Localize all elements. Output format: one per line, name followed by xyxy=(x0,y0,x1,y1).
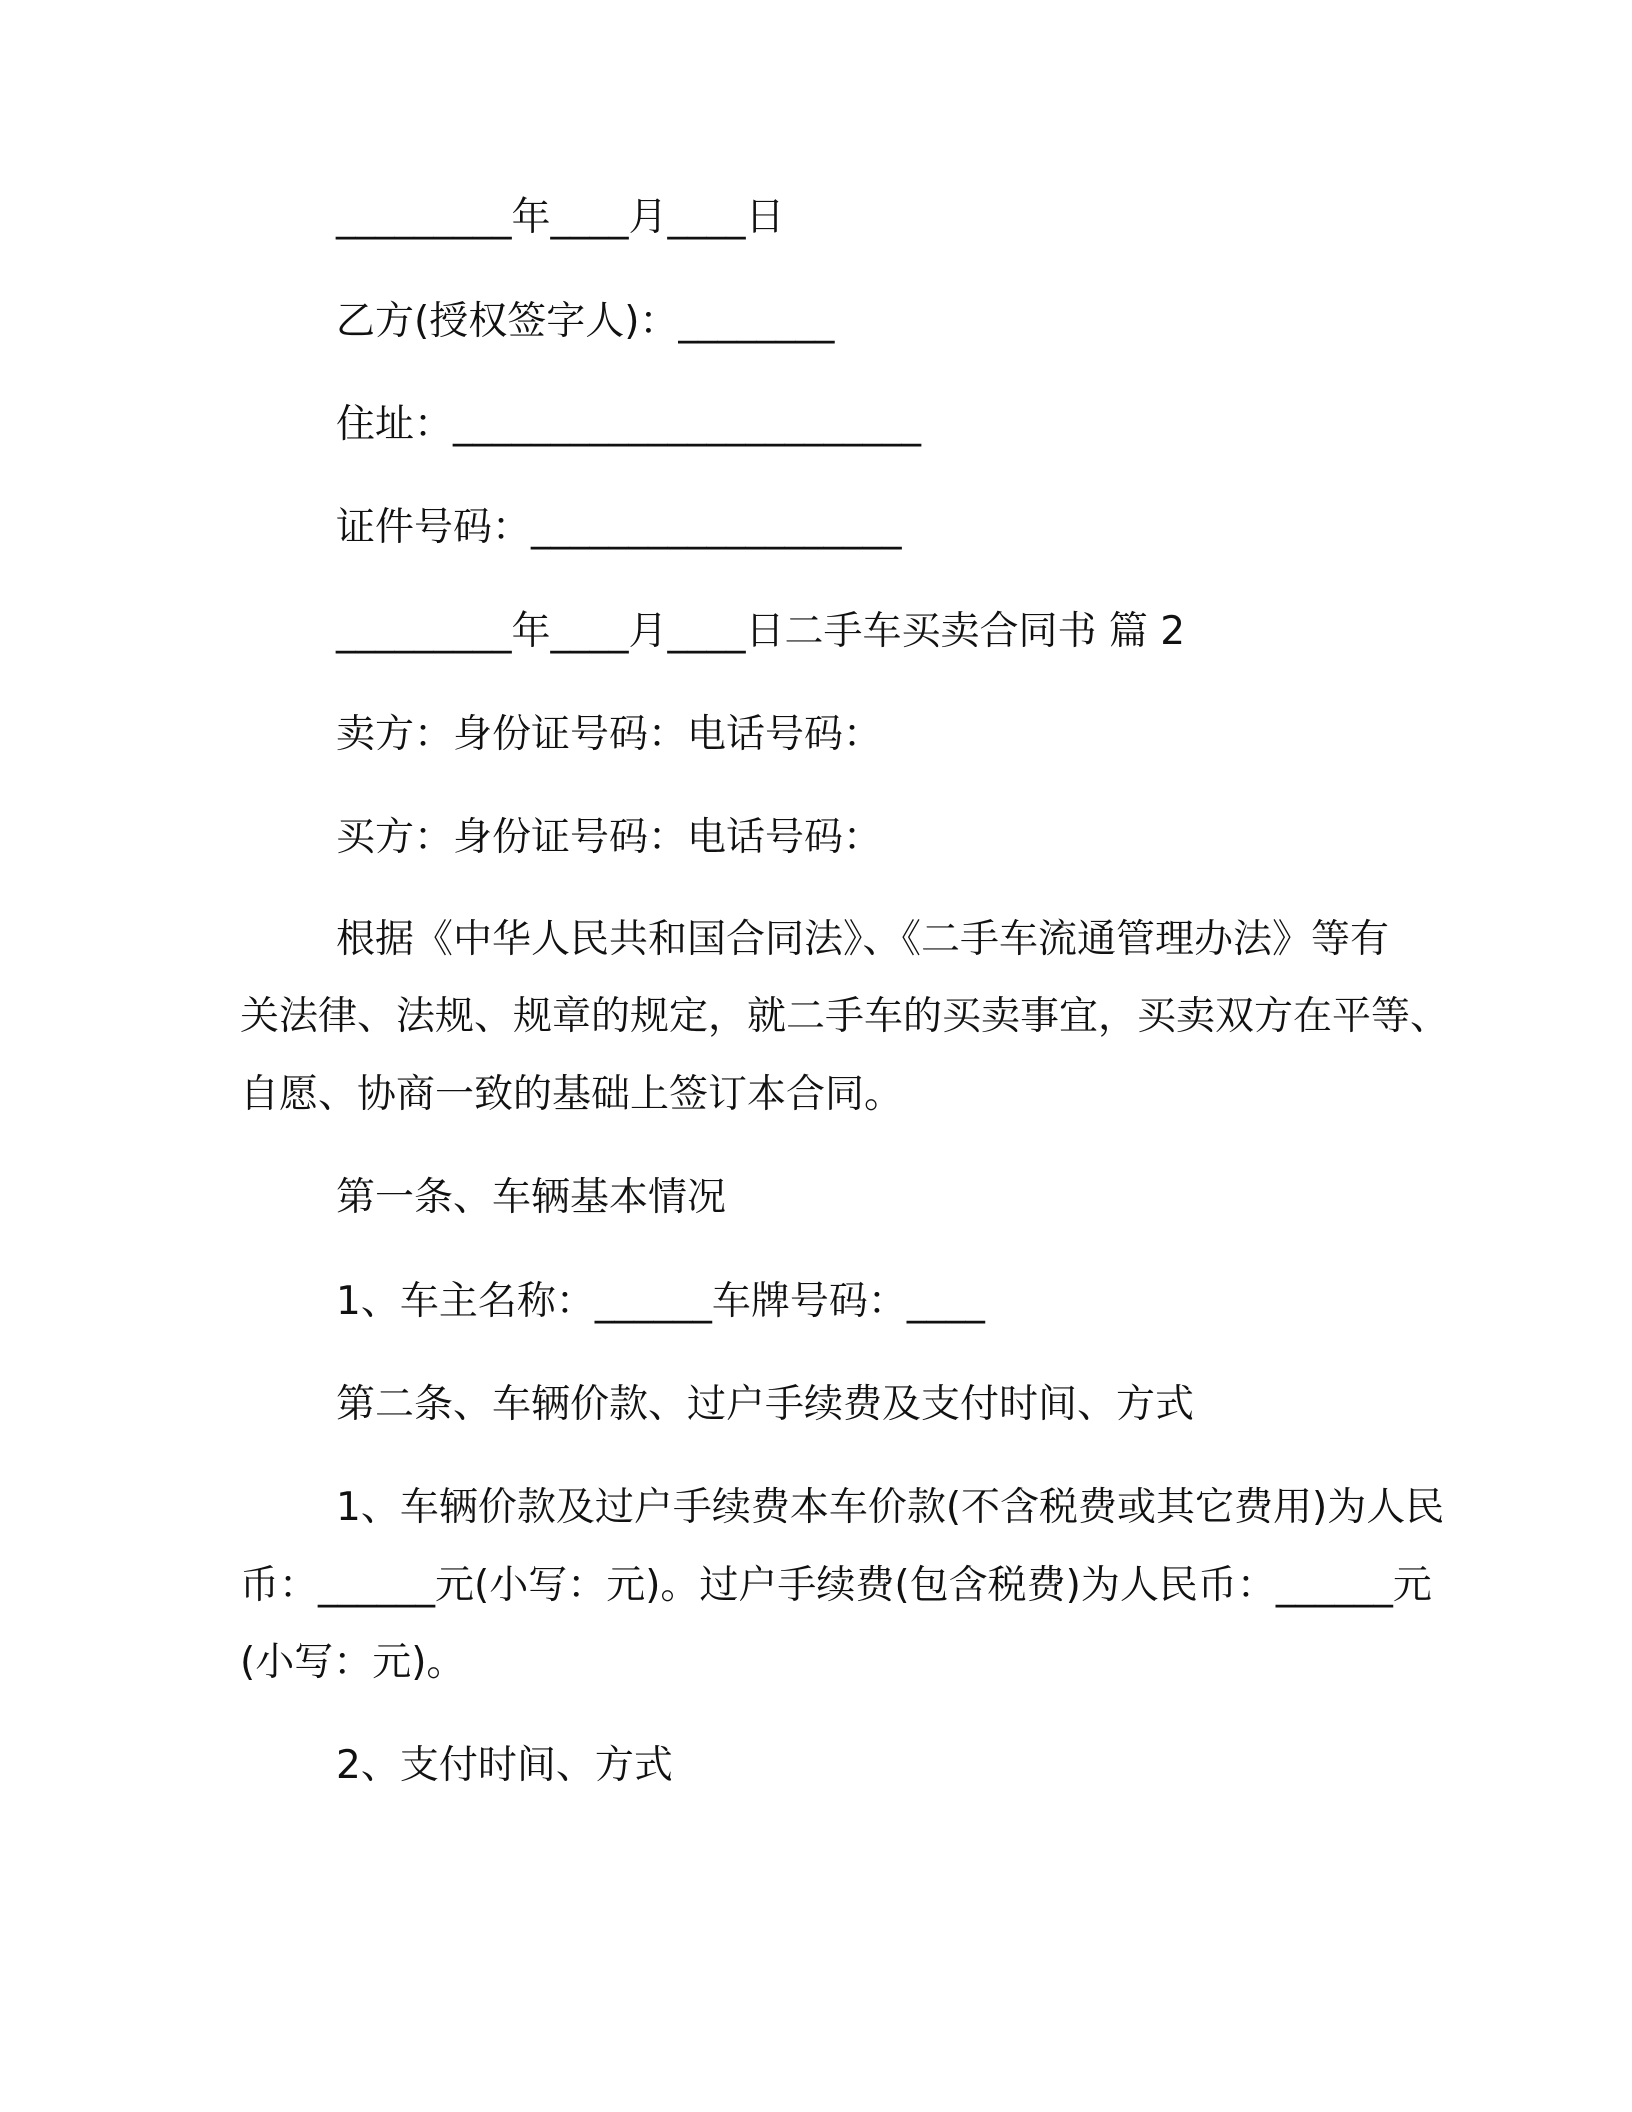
party-b-signatory-line: 乙方(授权签字人)：________ xyxy=(336,299,835,344)
preamble-line-1: 根据《中华人民共和国合同法》、《二手车流通管理办法》等有 xyxy=(336,917,1390,962)
price-line-2: 币：______元(小写：元)。过户手续费(包含税费)为人民币：______元 xyxy=(240,1563,1432,1608)
buyer-info-line: 买方：身份证号码：电话号码： xyxy=(336,815,883,860)
payment-method-line: 2、支付时间、方式 xyxy=(336,1743,673,1788)
signature-date-line: _________年____月____日 xyxy=(336,195,785,240)
preamble-line-2: 关法律、法规、规章的规定，就二手车的买卖事宜，买卖双方在平等、 xyxy=(240,994,1450,1039)
price-line-3: (小写：元)。 xyxy=(240,1640,466,1685)
article-2-heading: 第二条、车辆价款、过户手续费及支付时间、方式 xyxy=(336,1382,1195,1427)
contract-heading-line: _________年____月____日二手车买卖合同书 篇 2 xyxy=(336,609,1186,654)
seller-info-line: 卖方：身份证号码：电话号码： xyxy=(336,712,883,757)
article-1-heading: 第一条、车辆基本情况 xyxy=(336,1175,727,1220)
price-line-1: 1、车辆价款及过户手续费本车价款(不含税费或其它费用)为人民 xyxy=(336,1485,1445,1530)
owner-plate-line: 1、车主名称：______车牌号码：____ xyxy=(336,1279,985,1324)
preamble-line-3: 自愿、协商一致的基础上签订本合同。 xyxy=(240,1072,904,1117)
id-number-line: 证件号码：___________________ xyxy=(336,505,902,550)
address-line: 住址：________________________ xyxy=(336,402,922,447)
